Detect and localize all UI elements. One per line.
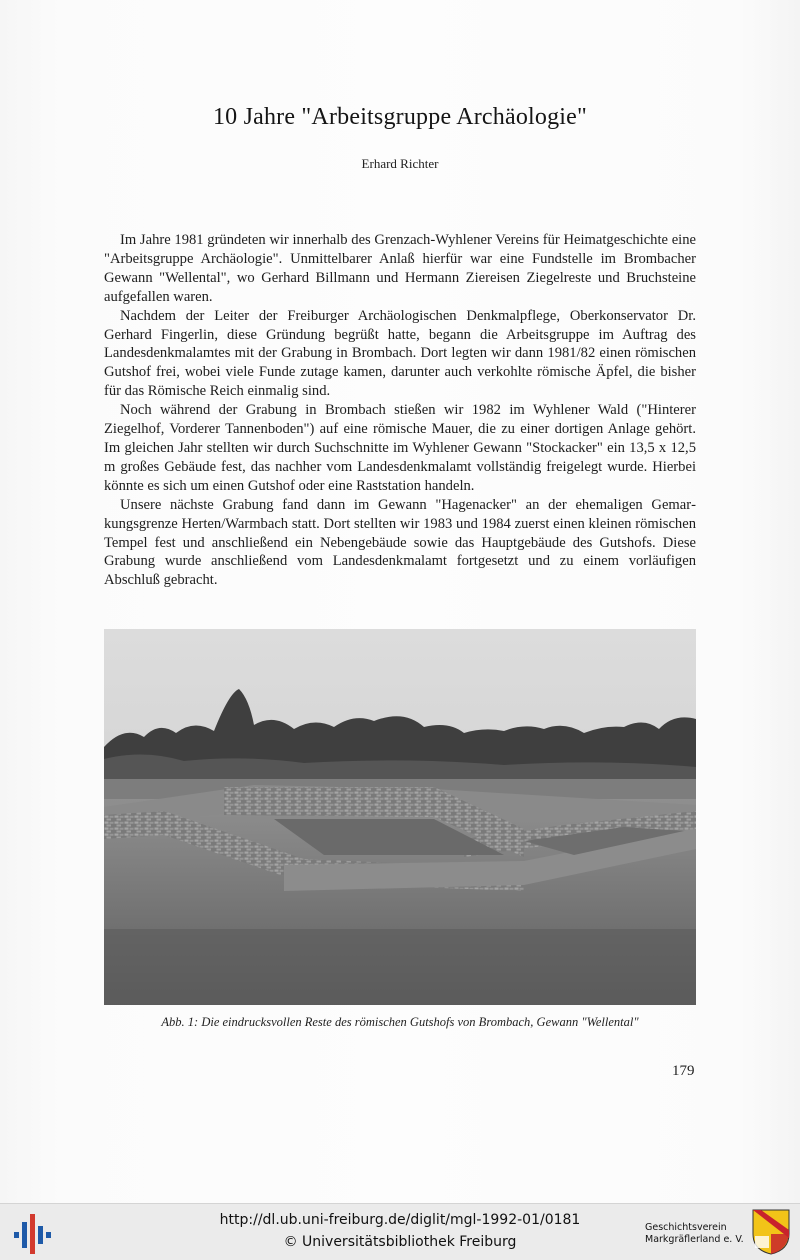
roman-ruins-image: [104, 629, 696, 1005]
paragraph: Unsere nächste Grabung fand dann im Gewann "Hagenacker" an der ehemaligen Gemarkungsgrenze Herten/Warmbach statt. Dort stellten wir 1983 und 1984 zuerst einen kleinen römischen Tempel fest und anschließend ein Nebengebäude sowie das Hauptgebäude des Gutshofs. Diese Grabung wurde anschließend vom Landesdenkmalamt fortgesetzt und zu einem vorläufigen Abschluß gebracht.: [104, 496, 696, 589]
copyright-notice: © Universitätsbibliothek Freiburg: [283, 1234, 517, 1250]
society-name-line: Markgräflerland e. V.: [645, 1234, 744, 1245]
coat-of-arms-icon: [751, 1208, 791, 1256]
society-name: [645, 1222, 744, 1246]
article-body: [104, 231, 696, 590]
permalink-url[interactable]: http://dl.ub.uni-freiburg.de/diglit/mgl-1992-01/0181: [219, 1212, 581, 1228]
society-name-line: Geschichtsverein: [645, 1222, 727, 1233]
paragraph: Nachdem der Leiter der Freiburger Archäologischen Denkmalpflege, Oberkonservator Dr. Gerhard Fingerlin, diese Gründung begrüßt hatte, begann die Arbeitsgruppe im Auftrag des Landesdenkmalamtes mit der Grabung in Brombach. Dort legten wir dann 1981/82 einen römischen Gutshof frei, wobei viele Funde zutage kamen, darunter auch verkohlte römische Äpfel, die bisher für das Römische Reich einmalig sind.: [104, 307, 696, 400]
article-title: 10 Jahre "Arbeitsgruppe Archäologie": [212, 104, 588, 130]
digital-library-footer: [0, 1203, 800, 1260]
article-author: Erhard Richter: [361, 156, 439, 171]
paragraph: Im Jahre 1981 gründeten wir innerhalb des Grenzach-Wyhlener Vereins für Heimatgeschichte eine "Arbeitsgruppe Archäologie". Unmittelbarer Anlaß hierfür war eine Fundstelle im Brombacher Gewann "Wellental", wo Gerhard Billmann und Hermann Ziereisen Ziegelreste und Bruchsteine aufgefallen waren.: [104, 232, 696, 305]
paragraph: Noch während der Grabung in Brombach stießen wir 1982 im Wyhlener Wald ("Hinterer Ziegelhof, Vorderer Tannenboden") auf eine römische Mauer, die zu einer dortigen Anlage gehört. Im gleichen Jahr stellten wir durch Suchschnitte im Wyhlener Gewann "Stockacker" ein 13,5 x 12,5 m großes Gebäude fest, das nachher vom Landesdenkmalamt vollständig freigelegt wurde. Hierbei könnte es sich um einen Gutshof oder eine Raststation handeln.: [104, 402, 696, 494]
figure-caption: Abb. 1: Die eindrucksvollen Reste des römischen Gutshofs von Brombach, Gewann "Wellental": [161, 1015, 639, 1029]
excavation-photo: [104, 629, 696, 1005]
page-number: 179: [672, 1063, 695, 1079]
